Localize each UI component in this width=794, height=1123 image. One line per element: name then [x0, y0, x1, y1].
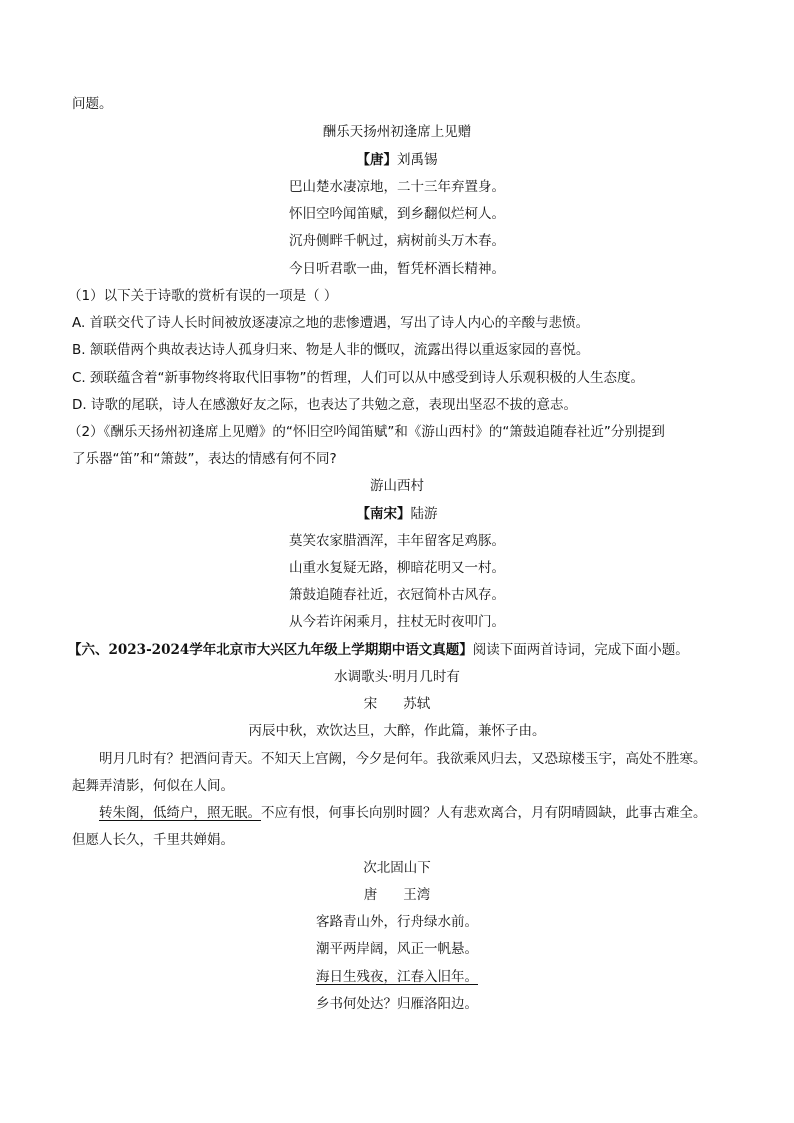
poem3-para2-rest: 不应有恨，何事长向别时圆？人有悲欢离合，月有阴晴圆缺，此事古难全。	[261, 805, 707, 821]
poem2-author-tag: 【南宋】	[356, 506, 411, 522]
poem4-line-3	[0, 968, 794, 986]
poem4-author: 王湾	[403, 887, 431, 903]
poem1-line-2: 怀旧空吟闻笛赋，到乡翻似烂柯人。	[289, 206, 505, 222]
poem3-para2-line1	[99, 804, 707, 822]
q1-option-c: C. 颈联蕴含着“新事物终将取代旧事物”的哲理，人们可以从中感受到诗人乐观积极的人生态度。	[72, 370, 644, 386]
poem1-line-3: 沉舟侧畔千帆过，病树前头万木春。	[289, 233, 505, 249]
poem4-dynasty: 唐	[363, 887, 378, 903]
poem1-author: 刘禹锡	[397, 152, 438, 168]
poem2-author-line	[0, 505, 794, 523]
poem3-para2-line2: 但愿人长久，千里共婵娟。	[72, 832, 234, 848]
poem4-line-4: 乡书何处达？归雁洛阳边。	[316, 996, 478, 1012]
poem3-dynasty: 宋	[363, 696, 378, 712]
q1-option-b: B. 颔联借两个典故表达诗人孤身归来、物是人非的慨叹，流露出得以重返家园的喜悦。	[72, 342, 590, 358]
poem2-line-1: 莫笑农家腊酒浑，丰年留客足鸡豚。	[289, 533, 505, 549]
poem3-author: 苏轼	[403, 696, 431, 712]
poem2-line-2: 山重水复疑无路，柳暗花明又一村。	[289, 560, 505, 576]
q2-line-1: （2）《酬乐天扬州初逢席上见赠》的“怀旧空吟闻笛赋”和《游山西村》的“箫鼓追随春社近”分别提到	[68, 424, 665, 440]
poem3-title: 水调歌头·明月几时有	[334, 669, 460, 685]
poem1-title: 酬乐天扬州初逢席上见赠	[322, 124, 472, 140]
q1-stem: （1）以下关于诗歌的赏析有误的一项是（ ）	[68, 288, 338, 304]
section6-heading: 【六、2023-2024学年北京市大兴区九年级上学期期中语文真题】	[68, 642, 473, 658]
poem1-line-1: 巴山楚水凄凉地，二十三年弃置身。	[289, 179, 505, 195]
intro-tail: 问题。	[72, 96, 113, 112]
poem4-line-1: 客路青山外，行舟绿水前。	[316, 914, 478, 930]
poem4-line-2: 潮平两岸阔，风正一帆悬。	[316, 941, 478, 957]
section6-heading-line	[68, 641, 689, 659]
q2-line-2: 了乐器“笛”和“箫鼓”，表达的情感有何不同?	[72, 451, 337, 467]
poem3-para1-line2: 起舞弄清影，何似在人间。	[72, 778, 234, 794]
poem4-line-3-underlined: 海日生残夜，江春入旧年。	[316, 969, 478, 985]
poem4-title: 次北固山下	[363, 860, 431, 876]
section6-instruction: 阅读下面两首诗词，完成下面小题。	[472, 642, 689, 658]
poem2-author: 陆游	[410, 506, 438, 522]
poem3-underlined-phrase: 转朱阁，低绮户，照无眠。	[99, 805, 261, 821]
poem2-title: 游山西村	[370, 478, 424, 494]
q1-option-a: A. 首联交代了诗人长时间被放逐凄凉之地的悲惨遭遇，写出了诗人内心的辛酸与悲愤。	[72, 315, 590, 331]
poem1-author-line	[0, 151, 794, 169]
poem4-author-line	[0, 886, 794, 904]
poem1-author-tag: 【唐】	[356, 152, 397, 168]
poem2-line-3: 箫鼓追随春社近，衣冠简朴古风存。	[289, 587, 505, 603]
poem1-line-4: 今日听君歌一曲，暂凭杯酒长精神。	[289, 261, 505, 277]
poem3-para1-line1: 明月几时有？把酒问青天。不知天上宫阙，今夕是何年。我欲乘风归去，又恐琼楼玉宇，高处不胜寒。	[99, 751, 707, 767]
poem2-line-4: 从今若许闲乘月，拄杖无时夜叩门。	[289, 614, 505, 630]
poem3-author-line	[0, 695, 794, 713]
poem3-preface: 丙辰中秋，欢饮达旦，大醉，作此篇，兼怀子由。	[248, 723, 546, 739]
q1-option-d: D. 诗歌的尾联，诗人在感激好友之际，也表达了共勉之意，表现出坚忍不拔的意志。	[72, 397, 577, 413]
